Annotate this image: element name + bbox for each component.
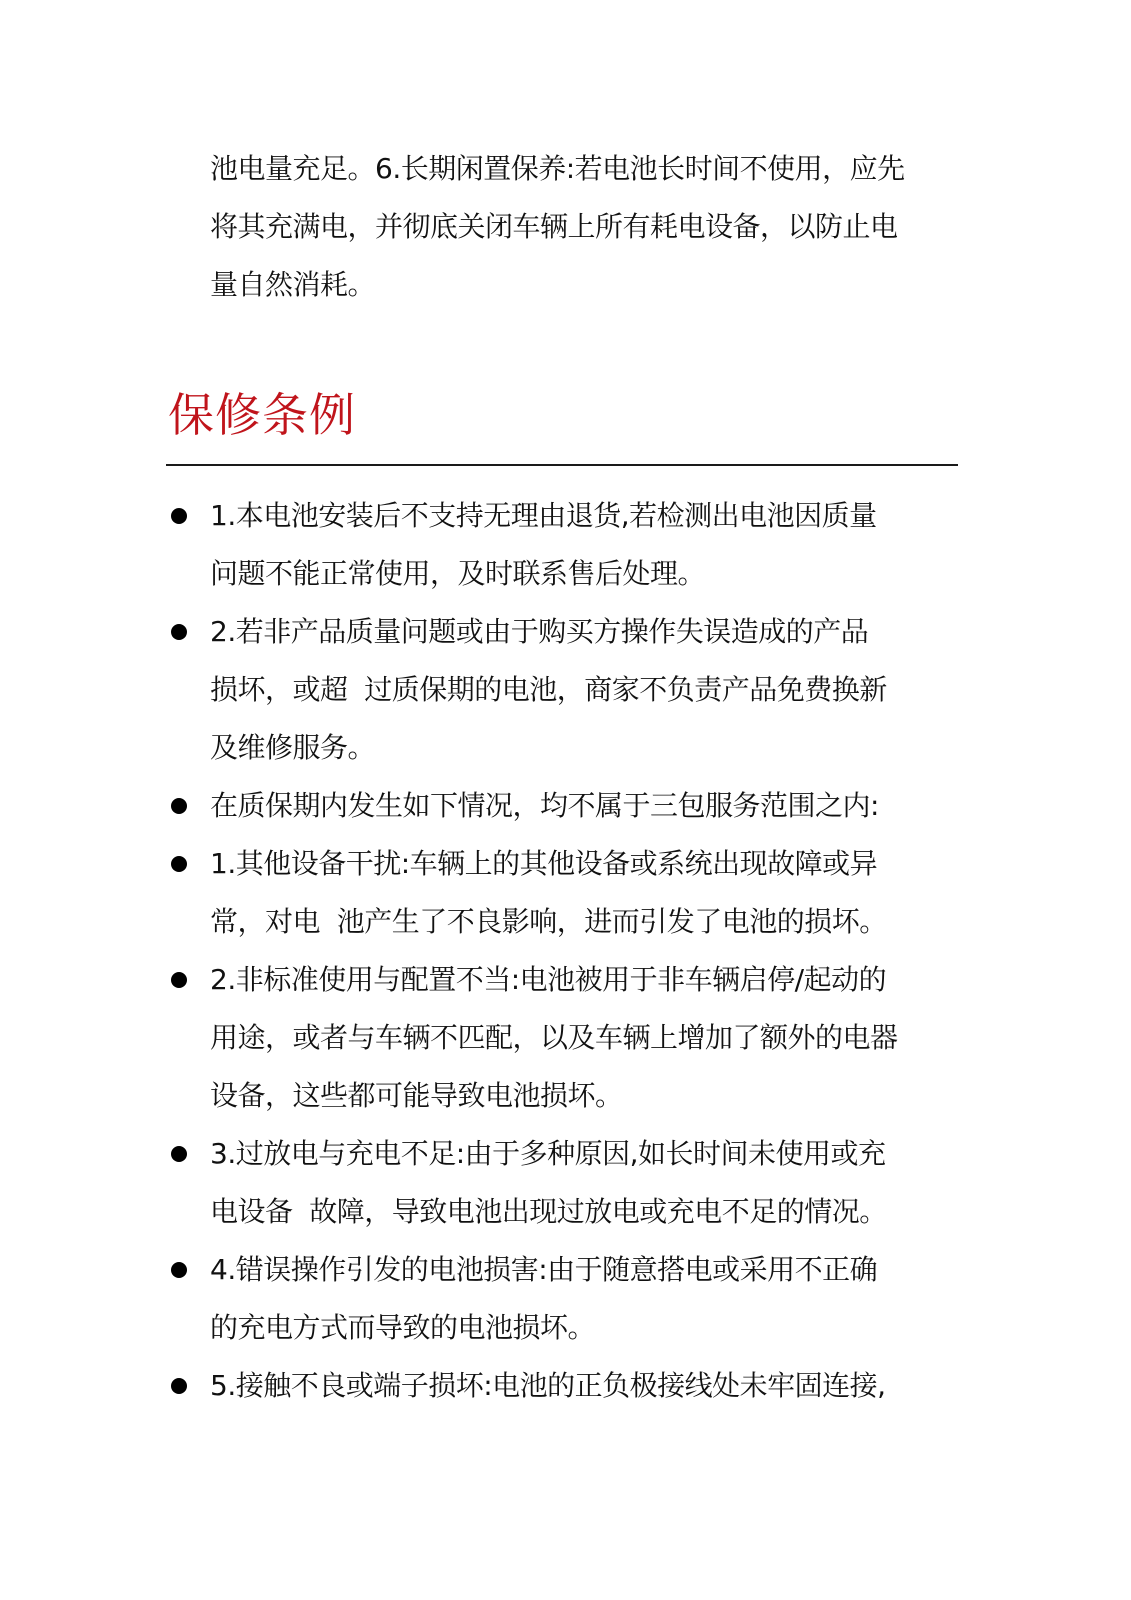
item-line: 设备，这些都可能导致电池损坏。 — [210, 1079, 623, 1112]
intro-line: 池电量充足。6.长期闲置保养:若电池长时间不使用，应先 — [210, 152, 905, 185]
list-item — [0, 835, 1131, 951]
item-line: 损坏，或超 过质保期的电池，商家不负责产品免费换新 — [210, 673, 887, 706]
item-line: 问题不能正常使用，及时联系售后处理。 — [210, 557, 706, 590]
item-line: 4.错误操作引发的电池损害:由于随意搭电或采用不正确 — [210, 1253, 878, 1286]
item-line: 的充电方式而导致的电池损坏。 — [210, 1311, 596, 1344]
intro-line: 量自然消耗。 — [210, 268, 376, 301]
heading-divider — [166, 464, 958, 466]
list-item — [0, 1125, 1131, 1241]
bullet-icon — [171, 798, 187, 814]
item-line: 1.其他设备干扰:车辆上的其他设备或系统出现故障或异 — [210, 847, 878, 880]
intro-line: 将其充满电，并彻底关闭车辆上所有耗电设备，以防止电 — [210, 210, 898, 243]
item-line: 2.若非产品质量问题或由于购买方操作失误造成的产品 — [210, 615, 869, 648]
list-item — [0, 951, 1131, 1125]
list-item — [0, 603, 1131, 777]
item-line: 用途，或者与车辆不匹配，以及车辆上增加了额外的电器 — [210, 1021, 898, 1054]
item-line: 5.接触不良或端子损坏:电池的正负极接线处未牢固连接, — [210, 1369, 886, 1402]
bullet-icon — [171, 1378, 187, 1394]
warranty-list — [0, 487, 1131, 1415]
intro-paragraph — [210, 140, 970, 314]
item-line: 常，对电 池产生了不良影响，进而引发了电池的损坏。 — [210, 905, 887, 938]
bullet-icon — [171, 1262, 187, 1278]
item-line: 3.过放电与充电不足:由于多种原因,如长时间未使用或充 — [210, 1137, 886, 1170]
bullet-icon — [171, 856, 187, 872]
item-line: 2.非标准使用与配置不当:电池被用于非车辆启停/起动的 — [210, 963, 887, 996]
bullet-icon — [171, 624, 187, 640]
item-line: 电设备 故障，导致电池出现过放电或充电不足的情况。 — [210, 1195, 887, 1228]
section-heading: 保修条例 — [168, 388, 356, 442]
item-line: 及维修服务。 — [210, 731, 376, 764]
item-line: 在质保期内发生如下情况，均不属于三包服务范围之内: — [210, 789, 879, 822]
list-item — [0, 487, 1131, 603]
list-item — [0, 777, 1131, 835]
item-line: 1.本电池安装后不支持无理由退货,若检测出电池因质量 — [210, 499, 877, 532]
bullet-icon — [171, 508, 187, 524]
bullet-icon — [171, 972, 187, 988]
list-item — [0, 1357, 1131, 1415]
list-item — [0, 1241, 1131, 1357]
bullet-icon — [171, 1146, 187, 1162]
